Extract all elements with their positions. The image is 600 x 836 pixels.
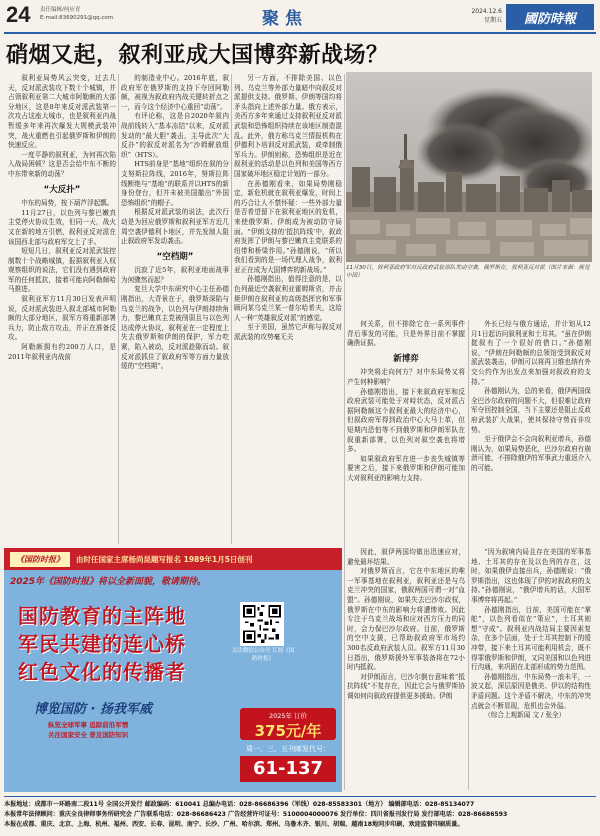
paragraph: 孙德刚指出，值得注意的是，以色列最近空袭叙利亚霍姆斯省，并击毙伊朗在叙利亚的高级指挥官和军事顾问某乌克兰某一普尔哈希夫，这给人一种“英雄叙反对派”的感觉。 (234, 275, 342, 322)
paragraph: 对俄罗斯而言，它在中东地区的唯一军事基地在叙利亚，叙利亚还是与乌克兰冲突的国家，俄叙两国可谓一对“血盟”。孙德刚说，如果失去巴沙尔政权，俄罗斯在中东的影响力将遭惨败。因此专注于乌克兰战场和应对西方压力的同时，会力保巴沙尔政府。目前，俄罗斯的空中支援，已帮助叙政府军市场约300名反政府武装人员。叙军方11月30日指出，俄罗斯援外军事装备将在72小时内抵叙。 (347, 567, 465, 672)
paragraph: 外长已经与俄方通话，并计划从12月1日起访问叙利亚和土耳其。“虽在伊朗挺叙有了一个很好的借口。”孙德刚说，“伊朗在阿勒颇的总领馆受到叙反对派武装袭击，伊朗可以将再卫维也纳有外交公约作为出发点来加强对叙政府的支持。” (471, 320, 591, 386)
paragraph: （综合上观新闻 文 / 张全） (484, 711, 566, 720)
subheading: “大反扑” (43, 184, 81, 195)
ad-brand-line: 博览国防 · 扬我军威 (34, 702, 152, 717)
subscription-advertisement (4, 548, 342, 792)
editor-info (40, 6, 113, 22)
article-column-2 (121, 74, 229, 544)
column-divider (344, 74, 345, 790)
ad-banner: 2025年《国防时报》将以全新面貌，敬请期待。 (10, 577, 207, 587)
headline: 硝烟又起，叙利亚成大国博弈新战场？ (6, 43, 389, 68)
issue-date (456, 7, 502, 25)
ad-brand-sub (48, 720, 128, 740)
paragraph: 何关系，但不排除它在一系列事件背后事发的可能，只是外界目前不掌握确凿证据。 (347, 320, 465, 348)
article-column-4 (347, 320, 465, 545)
newspaper-logo: 國防時報 (506, 4, 594, 30)
ad-top-strip (4, 548, 342, 570)
ad-paper-name: 《国防时报》 (10, 552, 70, 567)
date-text: 2024.12.6 (471, 8, 502, 15)
photo-caption: 11月30日，叙利亚政府军对反政府武装部队发动空袭，俄罗斯在，叙利亚反对派（图片来源：视觉中国） (346, 265, 590, 279)
paragraph: 因此，叙伊两国均做出迅速应对，避免最坏结果。 (347, 548, 465, 566)
price-year: 2025年 订价 (268, 712, 308, 720)
paragraph: 在孙德刚看来，如果局势刚稳定，新危机就在叙利亚爆发，时间上的巧合让人不禁怀疑：一些外部力量是否希望留下在叙利亚地区的危机，来使俄罗斯、伊朗成为被动防守局面。“伊朗支持的‘抵抗阵线’中，叙政府发挥了伊朗与黎巴嫩真主党联系的纽带和桥梁作用。”孙德刚说，“所以我们看到的是一场代理人战争，叙利亚正在成为大国博弈的新战场。” (234, 179, 342, 274)
paragraph: 叙利亚军方11月30日发表声明说，反对派武装进入叙北部城市阿勒颇的大部分地区，叙军方将重新部署兵力，防止敌方攻击，并正在准备反攻。 (8, 295, 116, 342)
column-divider (118, 74, 119, 544)
article-column-5 (471, 320, 591, 545)
column-divider (231, 74, 232, 544)
paragraph: 对伊朗而言，巴沙尔倒台意味着“抵抗阵线”不复存在，因此它会与俄罗斯协调如何向叙政府提供更多援助。伊朗 (347, 672, 465, 700)
header-rule (4, 32, 596, 34)
paragraph: 11月27日，以色列与黎巴嫩真主党停火协议生效，但同一天，战火又在新的地方引燃，叙利亚反对派在该国西北部与政府军交上了手。 (8, 208, 116, 246)
email-line: E-mail:83690291@qq.com (40, 15, 114, 21)
paragraph: 孙德刚认为，总的来看，俄伊两国保全巴沙尔政府的问题不大，但很难让政府军夺回控制全国，当下主要还是阻止反政府武装扩大战果，使其保持守势而非攻势。 (471, 387, 591, 434)
article-column-3 (234, 74, 342, 544)
city-smoke-image (346, 72, 592, 262)
price-box (240, 708, 336, 740)
subheading: “空档期” (156, 251, 194, 262)
postal-code: 61-137 (240, 756, 336, 782)
paragraph: 叙利亚局势风云突变，过去几天，反对派武装攻下数十个城镇，并占领叙利亚第二大城市阿勒颇的大部分地区，这是8年来反对派武装第一次攻占这座大城市，也是叙利亚内战暂缓多年来再次爆发大规模武装冲突，战火重燃也引起俄罗斯和伊朗的快速反应。 (8, 74, 116, 150)
paragraph: 至于俄伊会不会向叙利亚增兵，孙德刚认为，如果局势恶化，巴沙尔政府有崩溃可能，不排除俄伊的军事武力重返介入的可能。 (471, 435, 591, 472)
paragraph: 如果叙政府军在进一步丧失城镇等要害之后，接下来俄罗斯和伊朗可能加大对叙利亚的影响力支持。 (347, 454, 465, 482)
ad-brand-sub-1: 纵览全球军事 追踪前沿军情 (48, 721, 129, 729)
page-number: 24 (6, 2, 31, 27)
ad-slogan-2: 军民共建的连心桥 (18, 632, 186, 656)
paragraph: 一度平静的叙利亚，为何再次陷入战局困顿？这是否会给中东不断的中东带来新的动荡？ (8, 150, 116, 178)
weekday-text: 星期五 (483, 17, 502, 24)
paragraph: 孙德刚指出，中东局势一浪未平，一波又起，深层原因是俄美、伊以的结构性矛盾问题。这个矛盾不解决，中东的冲突点就会不断显现，危机也会外溢。 (471, 672, 591, 710)
news-photo (346, 72, 592, 262)
article-column-4-lower (347, 548, 465, 788)
footer-line-3: 本报在成都、重庆、北京、上海、杭州、福州、西安、长春、昆明、南宁、长沙、广州、哈尔滨、郑州、乌鲁木齐、银川、胡瑞、越南18地同步印刷，欢迎监督印刷质量。 (4, 821, 464, 828)
footer-line-2: 本报常年法律顾问：重庆全良律师事务所研究会 广告联系电话：028-86686423 广告经营许可证号：5100004000076 发行单位：四川省报刊发行局 发行部电话：028-86686593 (4, 811, 508, 818)
paragraph: 复旦大学中东研究中心主任孙德刚指出，大背景在于，俄罗斯深陷与乌克兰的战争，以色列与伊朗持续角力，黎巴嫩真主党被削弱且与以色列达成停火协议，叙利亚在一定程度上失去俄罗斯和伊朗的保护，军力吃紧，陷入被动，反对派趁隙而动。叙反对派抓住了叙政府军等方面力量放缓的“空档期”。 (121, 285, 229, 371)
paragraph: HTS前身是“基地”组织在叙的分支努斯拉阵线，2016年，努斯拉阵线断绝与“基地”的联系并以HTS的新身份登台，但并未被美国撤出“外国恐怖组织”的帽子。 (121, 160, 229, 207)
paragraph: 孙德刚指出，目前，美国可能在“掌舵”，以色列看似在“策应”，土耳其则想“守成”。叙利亚内战结局主要因素复杂，在多个层面，处于土耳其控制下的缓冲带，接下来土耳其可能利用机会，既不得罪俄罗斯和伊朗，又同美国和以色列进行沟通，来巩固在北部形成的势力范围。 (471, 605, 591, 672)
paragraph: 短短几日，叙利亚反对派武装控制数十个战略城镇，报据叙利亚人权观察组织的说法，它们没有遇到政府军的任何抵抗，接着可能向阿勒颇哈马推进。 (8, 247, 116, 294)
footer (4, 796, 596, 830)
qr-label: 关注微信公众号 订阅《国防时报》 (231, 648, 295, 662)
column-divider (468, 320, 469, 790)
price-value: 375元/年 (254, 722, 322, 740)
article-column-5-lower (471, 548, 591, 788)
article-column-1 (8, 74, 116, 544)
paragraph: “因为叙境内局且存在美国的军事基地、土耳其的存在及以色列的存在，这时，如果俄伊直接出兵，孙德刚说：“俄罗斯指出，这也体现了伊的对叙政府的支持。”孙德刚说，“俄伊增兵的话，大国军事博弈将再起。” (471, 548, 591, 604)
subheading: 新博弈 (393, 353, 419, 364)
paragraph: 阿勒颇拥有约200万人口，是2011年叙利亚内战前 (8, 343, 116, 361)
postal-code-label: 周一、三、五刊邮发代号： (246, 745, 330, 753)
qr-code-icon[interactable] (240, 602, 284, 646)
paragraph: 的制造业中心。2016年底，叙政府军在俄罗斯的支持下夺回阿勒颇，被视为叙政府内战关键转折点之一，而今这个经济中心重回“动荡”。 (121, 74, 229, 111)
paragraph: 冲突将走向何方？对中东局势又将产生何种影响？ (347, 368, 465, 386)
paragraph: 中东的局势，按下葫芦浮起瓢。 (21, 199, 114, 208)
ad-slogan-1: 国防教育的主阵地 (18, 604, 186, 628)
editor-line: 责任编辑/何应青 (40, 7, 81, 13)
ad-strip-text: 由时任国家主席杨尚昆题写报名 1989年1月5日创刊 (76, 554, 253, 564)
section-title: 聚焦 (262, 9, 308, 29)
footer-line-1: 本报地址：成都市一环路南二段11号 全国公开发行 邮政编码：610041 总编办电话：028-86686396（军线）028-85583301（地方） 编辑部电话：028-85134077 (4, 801, 475, 808)
paragraph: 孙德刚指出，接下来叙政府军和反政府武装可能处于对峙状态，反对派占据阿勒颇这个叙利亚最大的经济中心，但叙政府军得到政治中心大马士革，但短期内恐怕等不到俄罗斯和伊朗军队在叙重新部署，以色列对叙空袭也将增多。 (347, 387, 465, 454)
paragraph: 有评论称，这是自2020年叙内战前线转入“基本冻结”以来，反对派发动的“最大胆”袭击，主导此次“大反扑”的叙反对派名为“沙姆解放组织”（HTS）。 (121, 112, 229, 159)
paragraph: 另一方面，不排除美国、以色列、乌克兰等外部力量暗中向叙反对派提供支持。俄罗斯、伊朗等国均将矛头指向上述外部力量。俄方表示，美西方多年来通过支持叙利亚反对派武装和恐怖组织持续在该地区制造混乱。此外，俄方称乌克兰情报机构在伊德利卜培训反对派武装，或牵制俄军兵力。伊朗则称，恐怖组织是近在叙利亚的活动是以色列和美国等西方国家破坏地区稳定计划的一部分。 (234, 74, 342, 178)
ad-slogan-3: 红色文化的传播者 (18, 660, 186, 684)
paragraph: 至于美国，虽然它声称与叙反对派武装的攻势毫无关 (234, 323, 342, 342)
paragraph: 根据反对派武装的说法，此次行动是为回应俄罗斯和叙利亚军方近几周空袭伊德利卜地区，并先发制人阻止叙政府军发动袭击。 (121, 208, 229, 246)
paragraph: 沉寂了近5年，叙利亚地面战事为何骤然而起？ (121, 266, 229, 284)
ad-brand-sub-2: 关注国家安全 普及国防知识 (48, 731, 129, 739)
